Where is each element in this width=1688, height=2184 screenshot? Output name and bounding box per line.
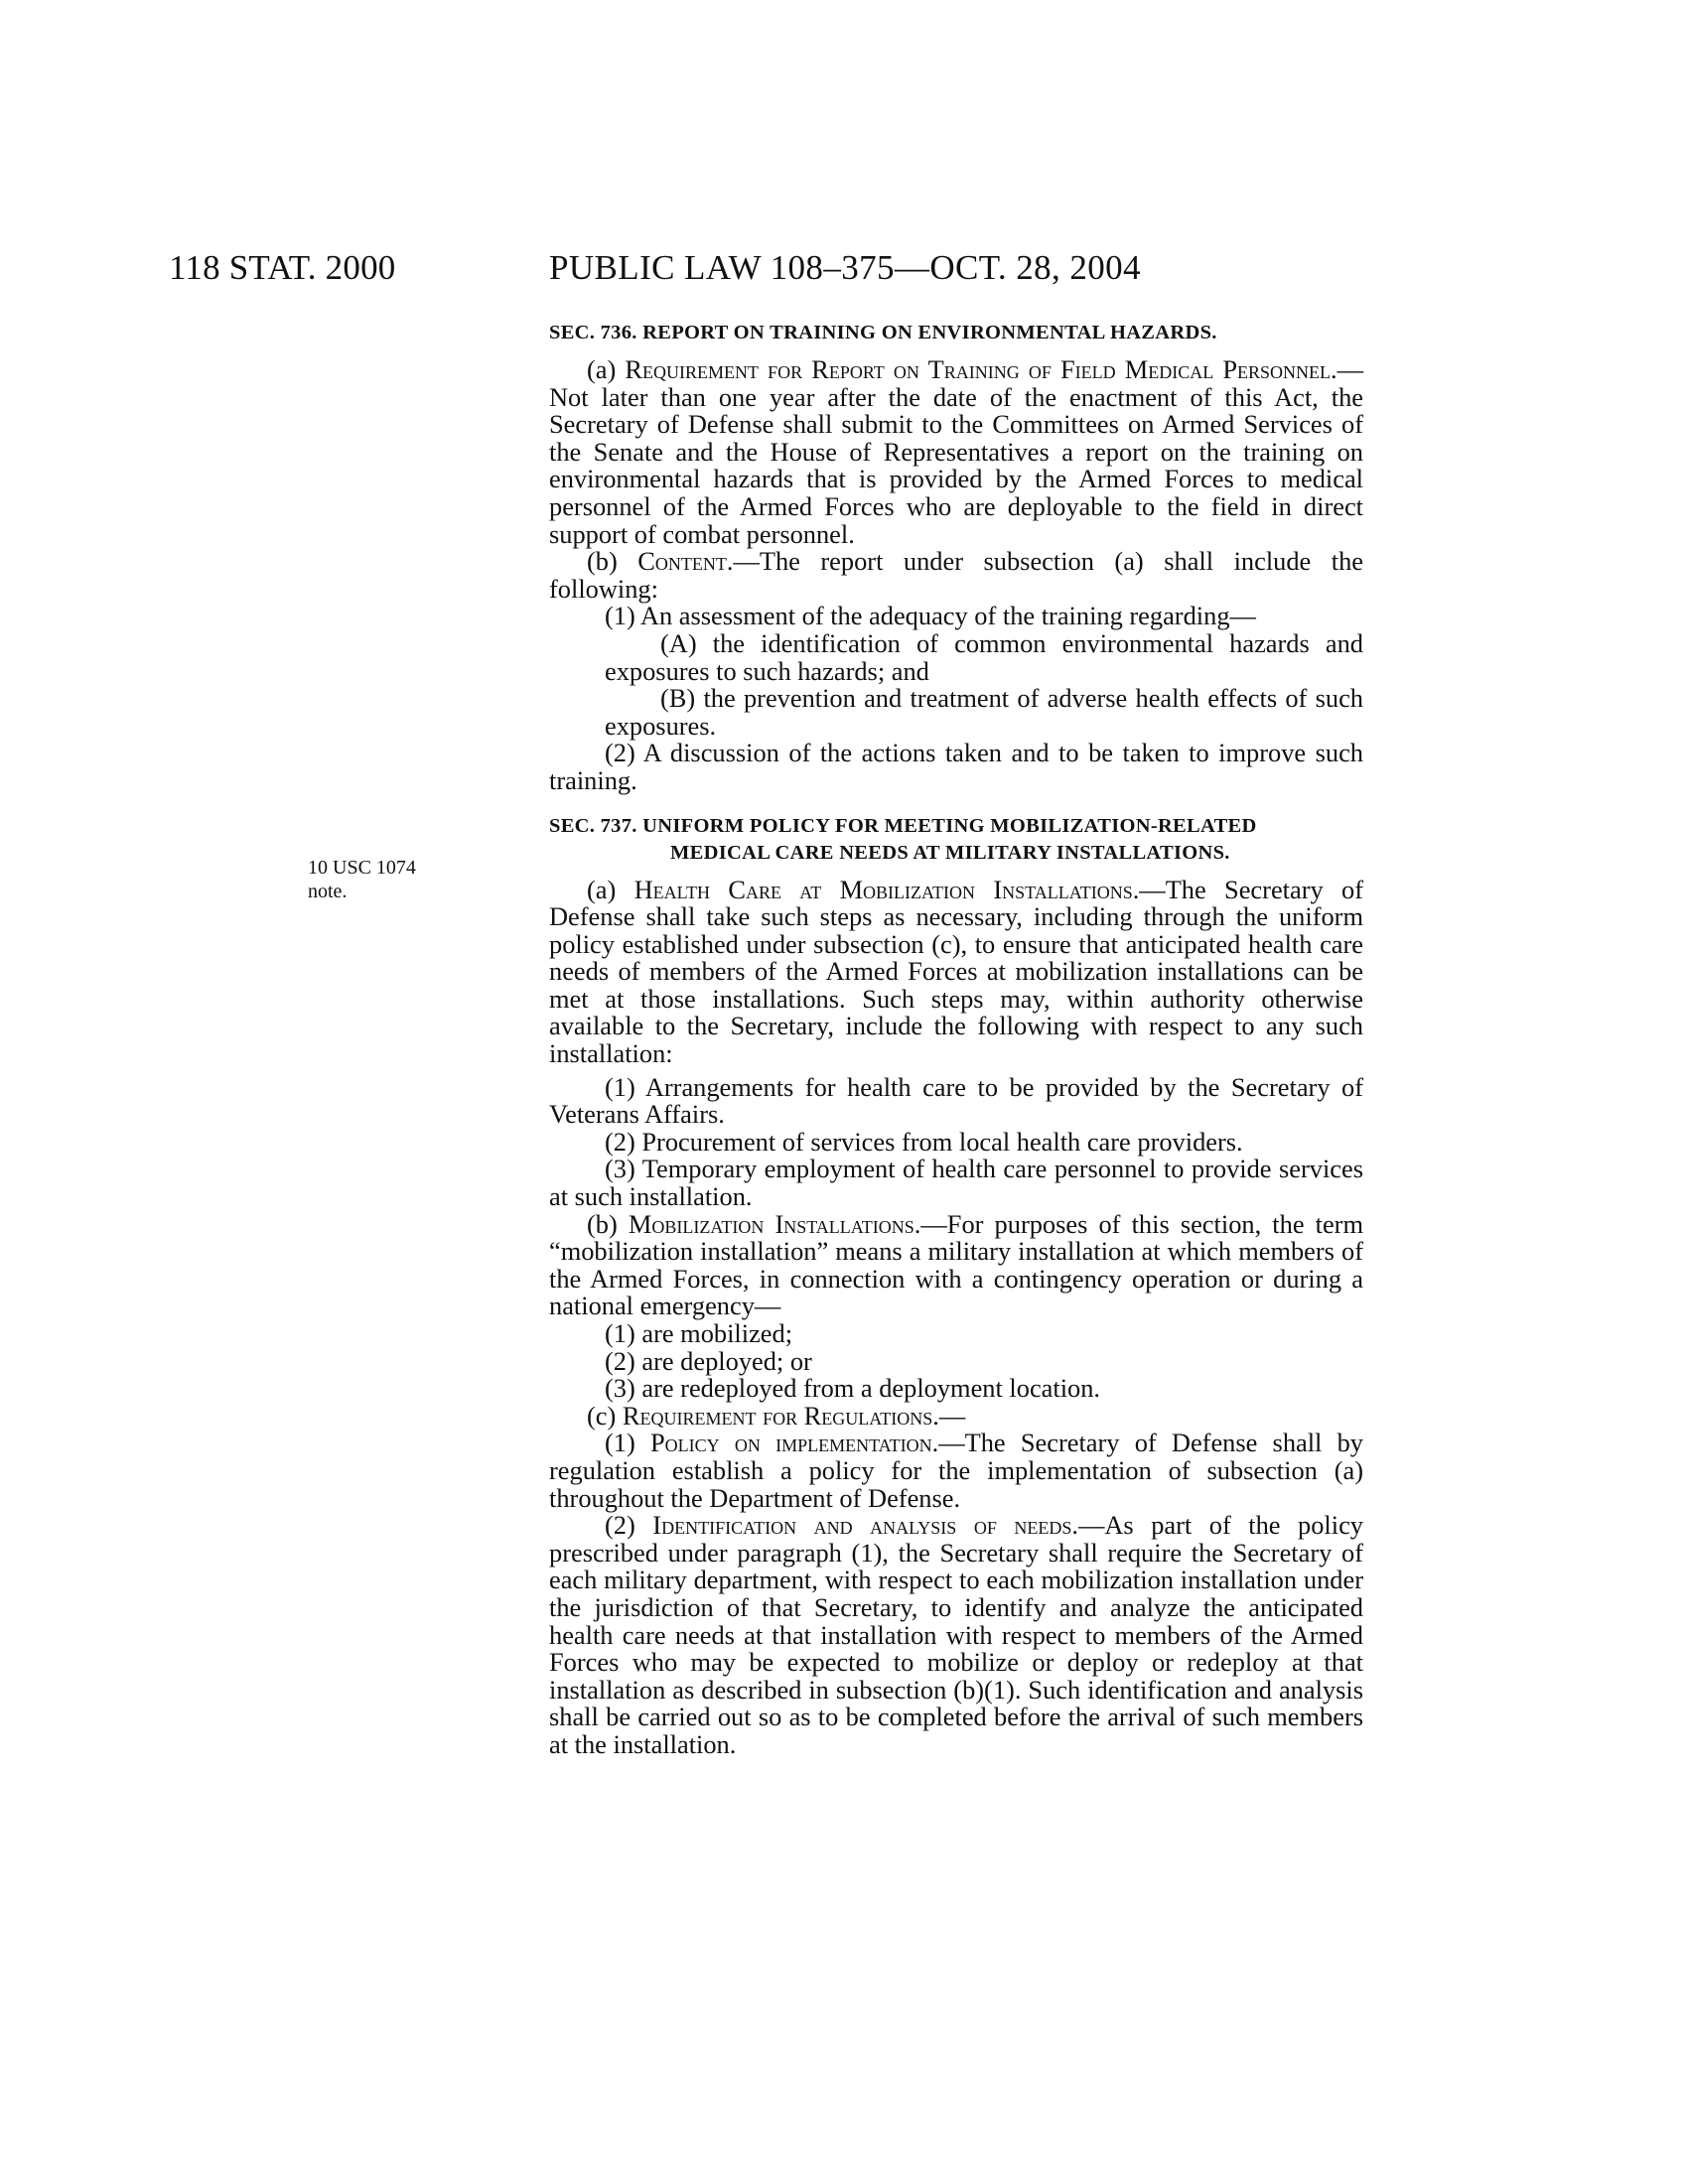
subparagraph-text: (A) the identification of common environmental hazards and exposures to such hazards; and	[605, 627, 1363, 686]
sec737-paragraph-a2	[549, 1126, 1363, 1157]
paragraph-text: (1) An assessment of the adequacy of the training regarding—	[605, 601, 1256, 631]
sec737-paragraph-a1	[549, 1071, 1363, 1130]
subparagraph-text: (B) the prevention and treatment of adverse health effects of such exposures.	[605, 683, 1363, 741]
subsection-label: (a)	[587, 354, 626, 384]
subsection-title: Requirement for Regulations	[622, 1400, 933, 1431]
sec737-paragraph-c1	[549, 1430, 1363, 1512]
paragraph-label: (1)	[605, 1428, 650, 1458]
paragraph-text: (1) are mobilized;	[605, 1318, 793, 1348]
subsection-title: Mobilization Installations	[628, 1208, 914, 1239]
sec736-paragraph-1	[549, 603, 1363, 630]
paragraph-text: .—As part of the policy prescribed under paragraph (1), the Secretary shall require the Secretary of each military department, with respect to each mobilization installation under the jurisdiction of that Secretary, to identify and analyze the anticipated health care needs at that installation with respect to members of the Armed Forces who may be expected to mobilize or deploy or redeploy at that installation as described in subsection (b)(1). Such identification and analysis shall be carried out so as to be completed before the arrival of such members at the installation.	[549, 1510, 1363, 1759]
paragraph-title: Policy on implementation	[649, 1428, 932, 1458]
sec737-subsection-a	[549, 874, 1363, 1069]
sec737-subsection-b	[549, 1208, 1364, 1321]
sec737-paragraph-a3	[549, 1156, 1363, 1210]
subsection-label: (a)	[587, 874, 634, 904]
sec736-paragraph-2	[549, 740, 1363, 794]
paragraph-text: (3) Temporary employment of health care personnel to provide services at such installation.	[549, 1154, 1363, 1212]
heading-line: SEC. 737. UNIFORM POLICY FOR MEETING MOBILIZATION-RELATED	[549, 814, 1257, 837]
statute-page-number: 118 STAT. 2000	[169, 248, 396, 287]
paragraph-text: .—The Secretary of Defense shall by regulation establish a policy for the implementation of subsection (a) throughout the Department of Defense.	[549, 1428, 1363, 1513]
paragraph-title: Identification and analysis of needs	[652, 1510, 1072, 1541]
subsection-text: .—For purposes of this section, the term “mobilization installation” means a military installation at which members of the Armed Forces, in connection with a contingency operation or during a national emergency—	[549, 1208, 1364, 1321]
sec736-subsection-b	[549, 548, 1363, 603]
sec737-paragraph-c2	[549, 1512, 1363, 1758]
paragraph-text: (2) Procurement of services from local health care providers.	[605, 1126, 1243, 1157]
section-737-heading	[549, 813, 1363, 867]
paragraph-text: (2) are deployed; or	[605, 1345, 812, 1376]
paragraph-text: (3) are redeployed from a deployment location.	[605, 1373, 1101, 1404]
paragraph-text: (1) Arrangements for health care to be provided by the Secretary of Veterans Affairs.	[549, 1071, 1363, 1130]
margin-citation-line: 10 USC 1074	[308, 857, 416, 879]
sec737-subsection-c	[549, 1400, 1363, 1431]
paragraph-text: (2) A discussion of the actions taken and to be taken to improve such training.	[549, 738, 1363, 795]
sec737-paragraph-b3	[549, 1375, 1363, 1403]
margin-citation-line: note.	[308, 881, 348, 902]
sec736-subparagraph-b	[549, 685, 1363, 740]
sec737-paragraph-b2	[549, 1345, 1363, 1376]
body-text	[549, 308, 1363, 1759]
subsection-text: .—Not later than one year after the date of the enactment of this Act, the Secretary of Defense shall submit to the Committees on Armed Services of the Senate and the House of Representatives a report on the training on environmental hazards that is provided by the Armed Forces to medical personnel of the Armed Forces who are deployable to the field in direct support of combat personnel.	[549, 354, 1363, 549]
subsection-text: .—The report under subsection (a) shall include the following:	[549, 546, 1363, 604]
sec736-subparagraph-a	[549, 627, 1363, 686]
sec737-paragraph-b1	[549, 1320, 1363, 1348]
section-736-heading: SEC. 736. REPORT ON TRAINING ON ENVIRONMENTAL HAZARDS.	[549, 322, 1217, 343]
subsection-label: (b)	[587, 1208, 629, 1239]
subsection-label: (c)	[587, 1400, 623, 1431]
page-header	[0, 246, 1688, 296]
margin-citation-note	[308, 856, 416, 903]
subsection-title: Health Care at Mobilization Installations	[633, 874, 1133, 904]
paragraph-label: (2)	[605, 1510, 653, 1541]
subsection-text: .—The Secretary of Defense shall take such steps as necessary, including through the uniform policy established under subsection (c), to ensure that anticipated health care needs of members of the Armed Forces at mobilization installations can be met at those installations. Such steps may, within authority otherwise available to the Secretary, include the following with respect to any such installation:	[549, 874, 1363, 1069]
sec736-subsection-a	[549, 356, 1363, 548]
subsection-title: Content	[637, 546, 727, 577]
subsection-text: .—	[932, 1400, 966, 1431]
subsection-label: (b)	[587, 546, 638, 577]
subsection-title: Requirement for Report on Training of Field Medical Personnel	[625, 354, 1331, 384]
public-law-title: PUBLIC LAW 108–375—OCT. 28, 2004	[549, 248, 1141, 287]
heading-line: MEDICAL CARE NEEDS AT MILITARY INSTALLATIONS.	[670, 841, 1230, 864]
